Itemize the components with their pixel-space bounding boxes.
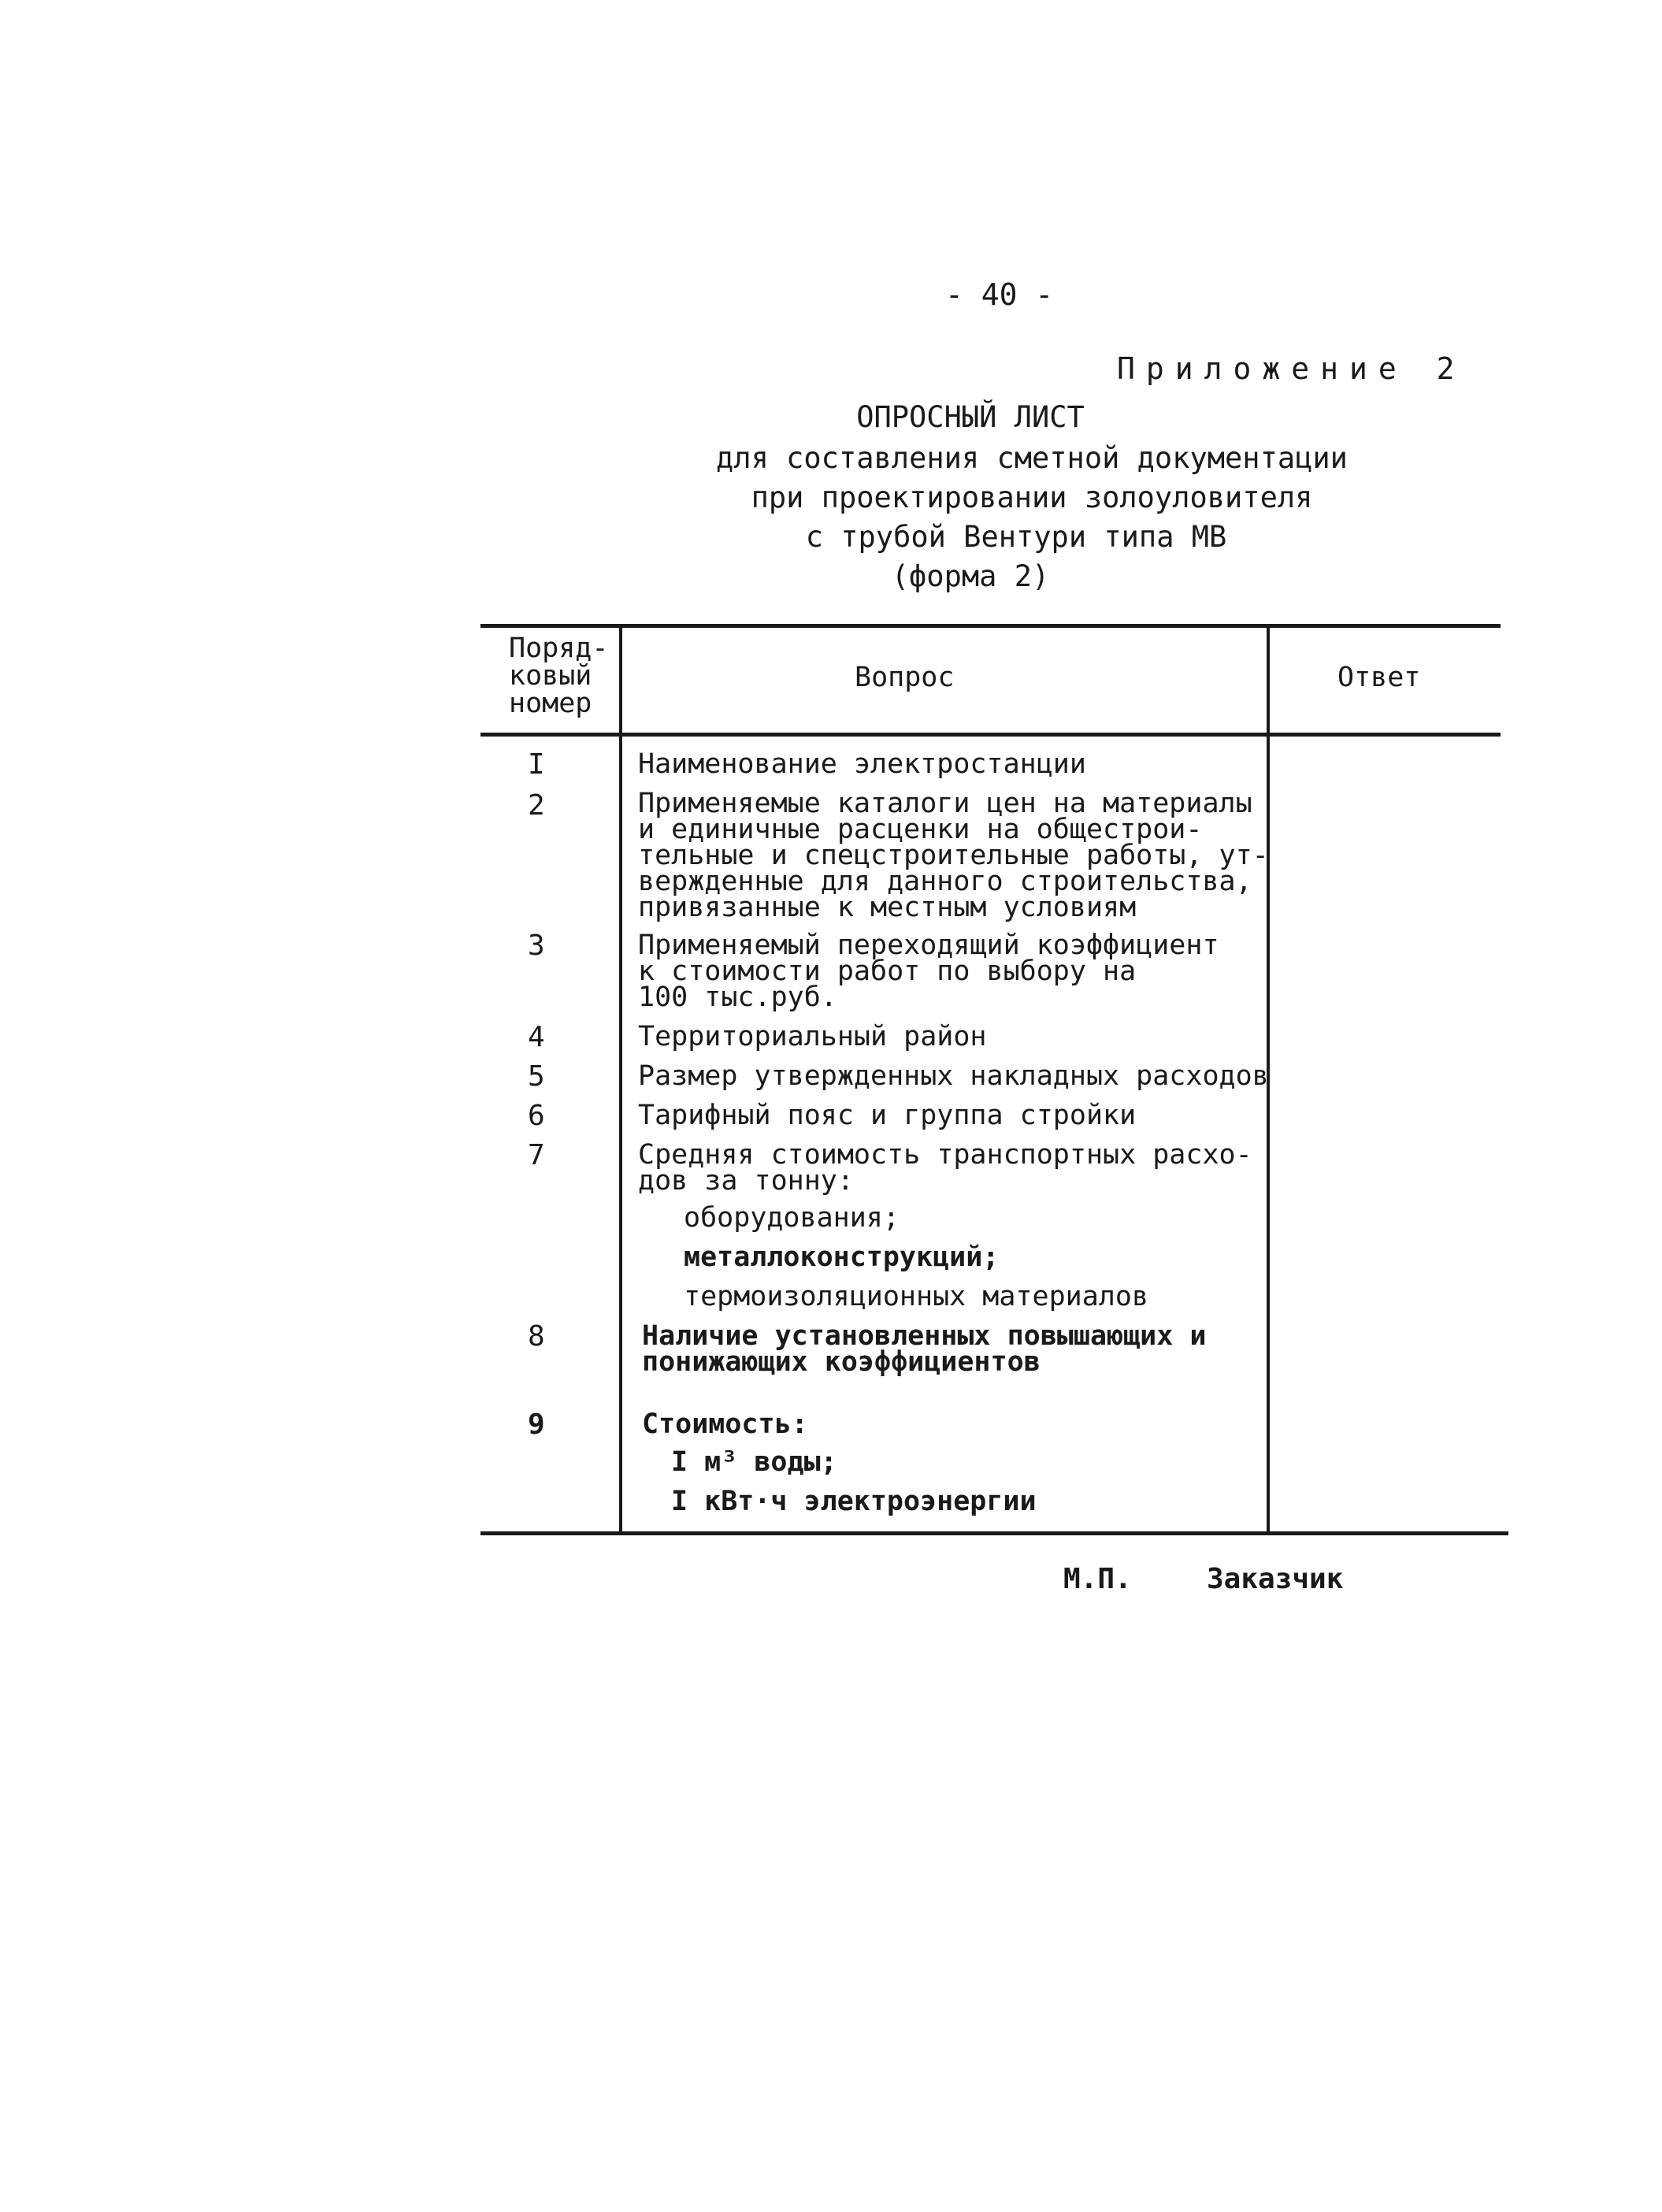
appendix-label: Приложение 2 [1117,351,1466,386]
row-number: 8 [528,1320,545,1353]
header-answer: Ответ [1337,662,1421,693]
title-line-4: с трубой Вентури типа МВ [805,520,1227,554]
title-line-1: ОПРОСНЫЙ ЛИСТ [856,400,1085,434]
row-subitem: термоизоляционных материалов [684,1281,1149,1312]
row-number: 5 [528,1060,545,1093]
row-question: Стоимость: [642,1408,808,1440]
row-number: 7 [528,1139,545,1171]
row-subitem: оборудования; [684,1202,900,1234]
row-question: Применяемые каталоги цен на материалы и единичные расценки на общестрои- тельные и спецстроительные работы, ут- вержденные для данного строительства, привязанные к местным условиям [638,788,1269,923]
table-col-divider-1 [619,627,622,1533]
row-question: Средняя стоимость транспортных расхо- дов за тонну: [638,1139,1252,1197]
stamp-label: М.П. [1063,1563,1132,1595]
page-number: - 40 - [945,277,1054,312]
row-number: 4 [528,1021,545,1053]
row-number: 6 [528,1100,545,1132]
row-question: Тарифный пояс и группа стройки [638,1100,1137,1131]
table-bottom-rule [480,1531,1508,1535]
table-top-rule [480,624,1501,628]
row-question: Наименование электростанции [638,748,1086,780]
row-subitem: металлоконструкций; [684,1241,1000,1273]
row-subitem: I м³ воды; [671,1446,837,1478]
row-subitem: I кВт·ч электроэнергии [671,1486,1037,1517]
row-question: Наличие установленных повышающих и понижающих коэффициентов [642,1320,1207,1378]
title-line-2: для составления сметной документации [716,441,1348,475]
header-number: Поряд- ковый номер [509,633,609,719]
title-line-5: (форма 2) [891,559,1050,593]
header-question: Вопрос [855,662,955,693]
row-question: Применяемый переходящий коэффициент к стоимости работ по выбору на 100 тыс.руб. [638,930,1219,1013]
row-number: 3 [528,930,545,962]
row-question: Территориальный район [638,1021,987,1052]
table-header-rule [480,733,1501,737]
customer-label: Заказчик [1207,1563,1344,1595]
title-line-3: при проектировании золоуловителя [751,481,1313,514]
row-number: I [528,748,545,781]
row-question: Размер утвержденных накладных расходов [638,1060,1269,1092]
row-number: 9 [528,1408,545,1441]
row-number: 2 [528,789,545,822]
